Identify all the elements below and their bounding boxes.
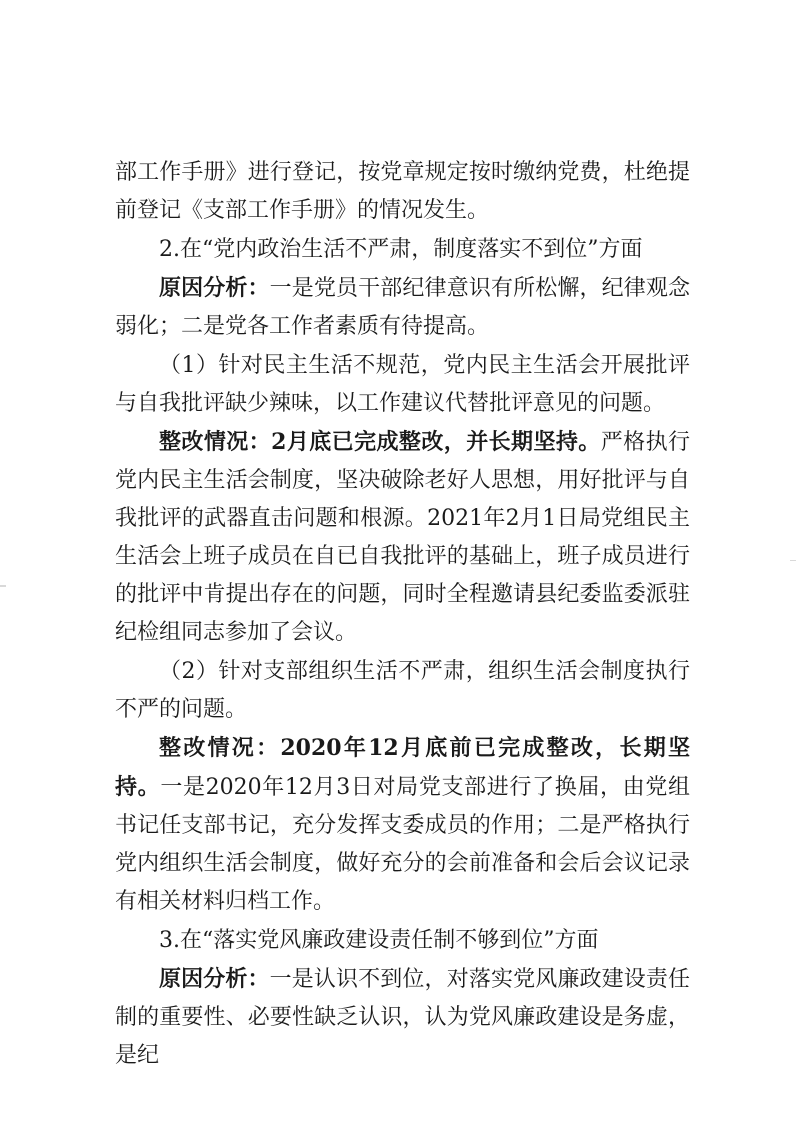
paragraph-lead: 整改情况：2020年12月底前已完成整改，长期坚持。 <box>115 735 690 800</box>
paragraph-body: 一是认识不到位，对落实党风廉政建设责任制的重要性、必要性缺乏认识，认为党风廉政建设是务虚，是纪 <box>115 967 690 1068</box>
paragraph-body: 一是2020年12月3日对局党支部进行了换届，由党组书记任支部书记，充分发挥支委成员的作用；二是严格执行党内组织生活会制度，做好充分的会前准备和会后会议记录有相关材料归档工作。 <box>115 775 690 914</box>
paragraph-body: （2）针对支部组织生活不严肃，组织生活会制度执行不严的问题。 <box>115 659 690 722</box>
paragraph-lead: 整改情况：2月底已完成整改，并长期坚持。 <box>159 429 601 455</box>
paragraph-body: 严格执行党内民主生活会制度，坚决破除老好人思想，用好批评与自我批评的武器直击问题和根源。2021年2月1日局党组民主生活会上班子成员在自已自我批评的基础上，班子成员进行的批评中肯提出存在的问题，同时全程邀请县纪委监委派驻纪检组同志参加了会议。 <box>115 430 690 645</box>
paragraph-3 <box>115 269 690 346</box>
paragraph-6 <box>115 652 690 729</box>
paragraph-8 <box>115 921 690 960</box>
body-text <box>115 153 690 1075</box>
paragraph-1 <box>115 153 690 230</box>
paragraph-7 <box>115 729 690 921</box>
scan-mark <box>790 560 796 561</box>
paragraph-body: 3.在“落实党风廉政建设责任制不够到位”方面 <box>159 928 599 953</box>
paragraph-body: 一是党员干部纪律意识有所松懈，纪律观念弱化；二是党各工作者素质有待提高。 <box>115 276 690 339</box>
paragraph-9 <box>115 960 690 1075</box>
paragraph-5 <box>115 423 690 652</box>
paragraph-2 <box>115 230 690 269</box>
paragraph-lead: 原因分析： <box>159 966 270 992</box>
paragraph-lead: 原因分析： <box>159 275 270 301</box>
paragraph-body: 2.在“党内政治生活不严肃，制度落实不到位”方面 <box>159 237 643 262</box>
paragraph-body: （1）针对民主生活不规范，党内民主生活会开展批评与自我批评缺少辣味，以工作建议代替批评意见的问题。 <box>115 353 690 416</box>
paragraph-4 <box>115 346 690 423</box>
scan-mark <box>0 585 6 587</box>
paragraph-body: 部工作手册》进行登记，按党章规定按时缴纳党费，杜绝提前登记《支部工作手册》的情况发生。 <box>115 160 690 223</box>
